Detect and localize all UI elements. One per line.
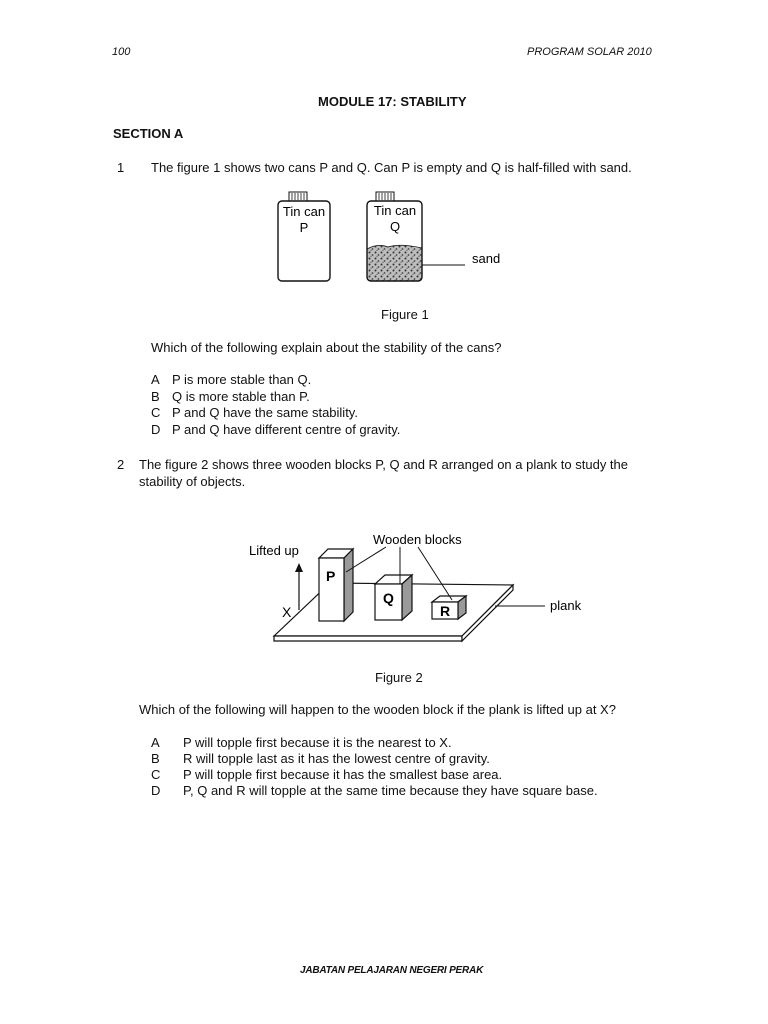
option-letter: B bbox=[151, 389, 160, 404]
lift-arrow-head bbox=[295, 563, 303, 572]
option-letter: A bbox=[151, 372, 160, 387]
q1-option-a[interactable] bbox=[151, 372, 311, 387]
block-r-label: R bbox=[440, 603, 451, 619]
q2-option-c[interactable] bbox=[151, 767, 502, 782]
option-text: P will topple first because it has the smallest base area. bbox=[183, 767, 503, 782]
block-p-side bbox=[344, 549, 353, 621]
block-p-label: P bbox=[326, 568, 336, 584]
q2-text-line1: The figure 2 shows three wooden blocks P, Q and R arranged on a plank to study the bbox=[139, 457, 629, 472]
option-text: P, Q and R will topple at the same time because they have square base. bbox=[183, 783, 598, 798]
plank-front bbox=[274, 636, 462, 641]
option-text: Q is more stable than P. bbox=[172, 389, 310, 404]
option-letter: C bbox=[151, 405, 161, 420]
option-letter: D bbox=[151, 783, 161, 798]
can-q-label-line2: Q bbox=[389, 219, 401, 234]
option-text: P will topple first because it is the nearest to X. bbox=[183, 735, 452, 750]
can-q-sand bbox=[367, 245, 422, 281]
wooden-blocks-label: Wooden blocks bbox=[373, 532, 462, 547]
option-text: P and Q have different centre of gravity. bbox=[172, 422, 401, 437]
can-p-label-line2: P bbox=[299, 220, 309, 235]
option-letter: C bbox=[151, 767, 161, 782]
section-title: SECTION A bbox=[113, 126, 184, 141]
q2-text-line2: stability of objects. bbox=[139, 474, 246, 489]
can-p-label-line1: Tin can bbox=[282, 204, 326, 219]
q1-option-b[interactable] bbox=[151, 389, 310, 404]
q2-option-d[interactable] bbox=[151, 783, 598, 798]
option-text: P and Q have the same stability. bbox=[172, 405, 358, 420]
figure-1-caption: Figure 1 bbox=[381, 307, 429, 322]
q1-option-c[interactable] bbox=[151, 405, 358, 420]
figure-2-diagram bbox=[240, 528, 600, 653]
lifted-up-label: Lifted up bbox=[249, 543, 299, 558]
page-number: 100 bbox=[112, 46, 131, 58]
program-label: PROGRAM SOLAR 2010 bbox=[527, 46, 652, 58]
x-label: X bbox=[282, 604, 292, 620]
q2-number: 2 bbox=[117, 457, 125, 472]
q1-option-d[interactable] bbox=[151, 422, 400, 437]
page-footer: JABATAN PELAJARAN NEGERI PERAK bbox=[300, 965, 484, 976]
q1-text: The figure 1 shows two cans P and Q. Can P is empty and Q is half-filled with sand. bbox=[151, 160, 632, 175]
figure-1-diagram bbox=[260, 185, 520, 290]
q2-option-a[interactable] bbox=[151, 735, 452, 750]
q1-question: Which of the following explain about the stability of the cans? bbox=[151, 340, 502, 355]
q2-option-b[interactable] bbox=[151, 751, 490, 766]
figure-2-caption: Figure 2 bbox=[375, 670, 423, 685]
option-letter: B bbox=[151, 751, 160, 766]
sand-label: sand bbox=[472, 251, 501, 266]
module-title: MODULE 17: STABILITY bbox=[318, 94, 467, 109]
q1-number: 1 bbox=[117, 160, 125, 175]
option-text: P is more stable than Q. bbox=[172, 372, 312, 387]
option-letter: D bbox=[151, 422, 161, 437]
block-q-label: Q bbox=[383, 590, 394, 606]
option-letter: A bbox=[151, 735, 160, 750]
can-q-label-line1: Tin can bbox=[373, 203, 417, 218]
option-text: R will topple last as it has the lowest centre of gravity. bbox=[183, 751, 490, 766]
plank-label: plank bbox=[550, 598, 582, 613]
q2-question: Which of the following will happen to the wooden block if the plank is lifted up at X? bbox=[139, 702, 616, 717]
